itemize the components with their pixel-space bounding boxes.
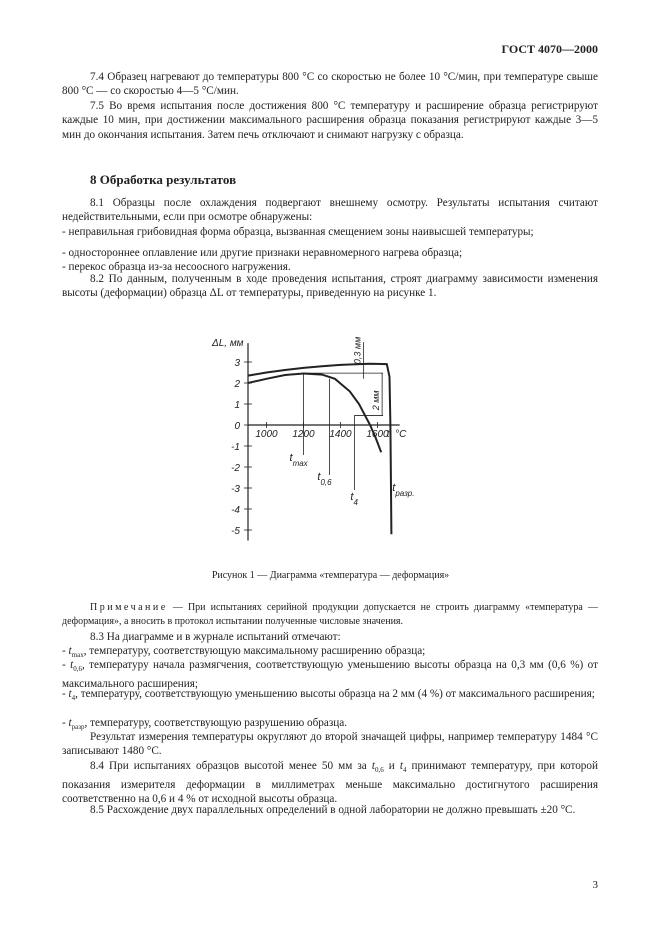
series-line-2	[248, 374, 381, 453]
t-label-symbol: t	[350, 491, 354, 503]
y-tick-label: 2	[234, 379, 240, 390]
y-tick-label: -5	[231, 526, 240, 537]
symbol: t	[371, 760, 375, 772]
y-tick-label: -4	[231, 505, 240, 516]
y-tick-label: 3	[234, 358, 240, 369]
symbol-subscript: max	[71, 651, 84, 660]
symbol: t	[70, 659, 74, 671]
y-tick-label: -2	[231, 463, 240, 474]
list-item: - неправильная грибовидная форма образца, вызванная смещением зоны наивысшей температуры;	[62, 226, 534, 238]
x-tick-label: 1200	[292, 429, 315, 440]
symbol: t	[68, 717, 72, 729]
page-number: 3	[592, 879, 598, 891]
paragraph-8-5: 8.5 Расхождение двух параллельных определений в одной лаборатории не должно превышать ±20 °С.	[90, 804, 576, 816]
list-item: - $t_4$, температуру, соответствующую уменьшению высоты образца на 2 мм (4 %) от максимального расширения;	[62, 688, 595, 703]
paragraph-8-2: 8.2 По данным, полученным в ходе проведения испытания, строят диаграмму зависимости изменения высоты (деформации) образца ΔL от температуры, приведенную на рисунке 1.	[62, 273, 598, 300]
t-label	[350, 491, 358, 507]
t-label-symbol: t	[317, 471, 321, 483]
x-axis-label: t, °C	[386, 429, 407, 440]
t-label	[392, 482, 414, 498]
paragraph-7-5: 7.5 Во время испытания после достижения 800 °С температуру и расширение образца регистрируют каждые 10 мин, при достижении максимального расширения образца показания регистрируют каждые 3—5 мин до окончания испытания. Затем печь отключают и снимают нагрузку с образца.	[62, 100, 598, 141]
x-tick-label: 1400	[329, 429, 352, 440]
t-label-subscript: 0,6	[320, 478, 332, 487]
deformation-chart	[200, 318, 440, 558]
document-code: ГОСТ 4070—2000	[501, 42, 598, 56]
x-tick-label: 1000	[255, 429, 278, 440]
note-text: — При испытаниях серийной продукции допускается не строить диаграмму «температура — деформация», а вносить в протокол испытании полученные числовые значения.	[62, 602, 598, 627]
t-label-subscript: max	[292, 459, 308, 468]
note-label: Примечание	[90, 602, 168, 613]
t-label-subscript: 4	[353, 498, 358, 507]
t-label-symbol: t	[289, 452, 293, 464]
paragraph-text: принимают температуру, при которой показания измерителя деформации в миллиметрах меньше максимально достигнутого расширения соответственно на 0,6 и 4 % от исходной высоты образца.	[62, 760, 598, 806]
list-item: - $t_{max}$, температуру, соответствующую максимальному расширению образца;	[62, 645, 426, 660]
list-item-text: , температуру, соответствующую максимальному расширению образца;	[83, 645, 426, 657]
symbol: t	[68, 645, 72, 657]
paragraph-text: и	[383, 760, 400, 772]
symbol: t	[68, 688, 72, 700]
paragraph-8-4	[62, 759, 598, 806]
list-item-text: , температуру начала размягчения, соответствующую уменьшению высоты образца на 0,3 мм (0,6 %) от максимального расширения;	[62, 659, 598, 690]
symbol: t	[399, 760, 403, 772]
list-item: - перекос образца из-за несоосного нагружения.	[62, 261, 291, 273]
symbol-subscript: 4	[71, 694, 76, 703]
series-line-1	[248, 364, 391, 535]
paragraph-8-3-result: Результат измерения температуры округляют до второй значащей цифры, например температуру 1484 °С записывают 1480 °С.	[62, 731, 598, 758]
symbol-subscript: 0,6	[73, 665, 82, 674]
list-item: - $t_{0,6}$, температуру начала размягчения, соответствующую уменьшению высоты образца на 0,3 мм (0,6 %) от максимального расширения;	[62, 659, 598, 690]
figure-caption: Рисунок 1 — Диаграмма «температура — деформация»	[211, 570, 450, 581]
t-label-subscript: разр.	[395, 489, 415, 498]
list-item: - $t_{разр}$, температуру, соответствующую разрушению образца.	[62, 717, 348, 732]
paragraph-7-4: 7.4 Образец нагревают до температуры 800 °С со скоростью не более 10 °С/мин, при температуре свыше 800 °С — со скоростью 4—5 °С/мин.	[62, 71, 598, 98]
list-item-text: , температуру, соответствующую уменьшению высоты образца на 2 мм (4 %) от максимального расширения;	[75, 688, 595, 700]
paragraph-8-3: 8.3 На диаграмме и в журнале испытаний отмечают:	[90, 631, 341, 643]
gap-2-label: 2 мм	[371, 390, 382, 411]
t-label-symbol: t	[392, 482, 396, 494]
figure-note	[62, 601, 598, 628]
symbol-subscript: 0,6	[374, 766, 384, 775]
symbol-subscript: разр	[71, 723, 85, 732]
y-tick-label: 0	[234, 421, 240, 432]
y-axis-label: ΔL, мм	[212, 338, 244, 350]
y-tick-label: 1	[234, 400, 240, 411]
list-item-text: , температуру, соответствующую разрушению образца.	[84, 717, 348, 729]
gap-03-label: 0,3 мм	[352, 336, 363, 365]
paragraph-text: 8.4 При испытаниях образцов высотой менее 50 мм за	[90, 760, 372, 772]
t-label	[290, 452, 309, 468]
list-item: - одностороннее оплавление или другие признаки неравномерного нагрева образца;	[62, 247, 463, 259]
y-tick-label: -3	[231, 484, 240, 495]
x-tick-label: 1600	[366, 429, 389, 440]
symbol-subscript: 4	[402, 766, 407, 775]
section-heading-8: 8 Обработка результатов	[90, 172, 237, 187]
y-tick-label: -1	[231, 442, 240, 453]
t-label	[317, 471, 332, 487]
paragraph-8-1: 8.1 Образцы после охлаждения подвергают внешнему осмотру. Результаты испытания считают недействительными, если при осмотре обнаружены:	[62, 197, 598, 224]
